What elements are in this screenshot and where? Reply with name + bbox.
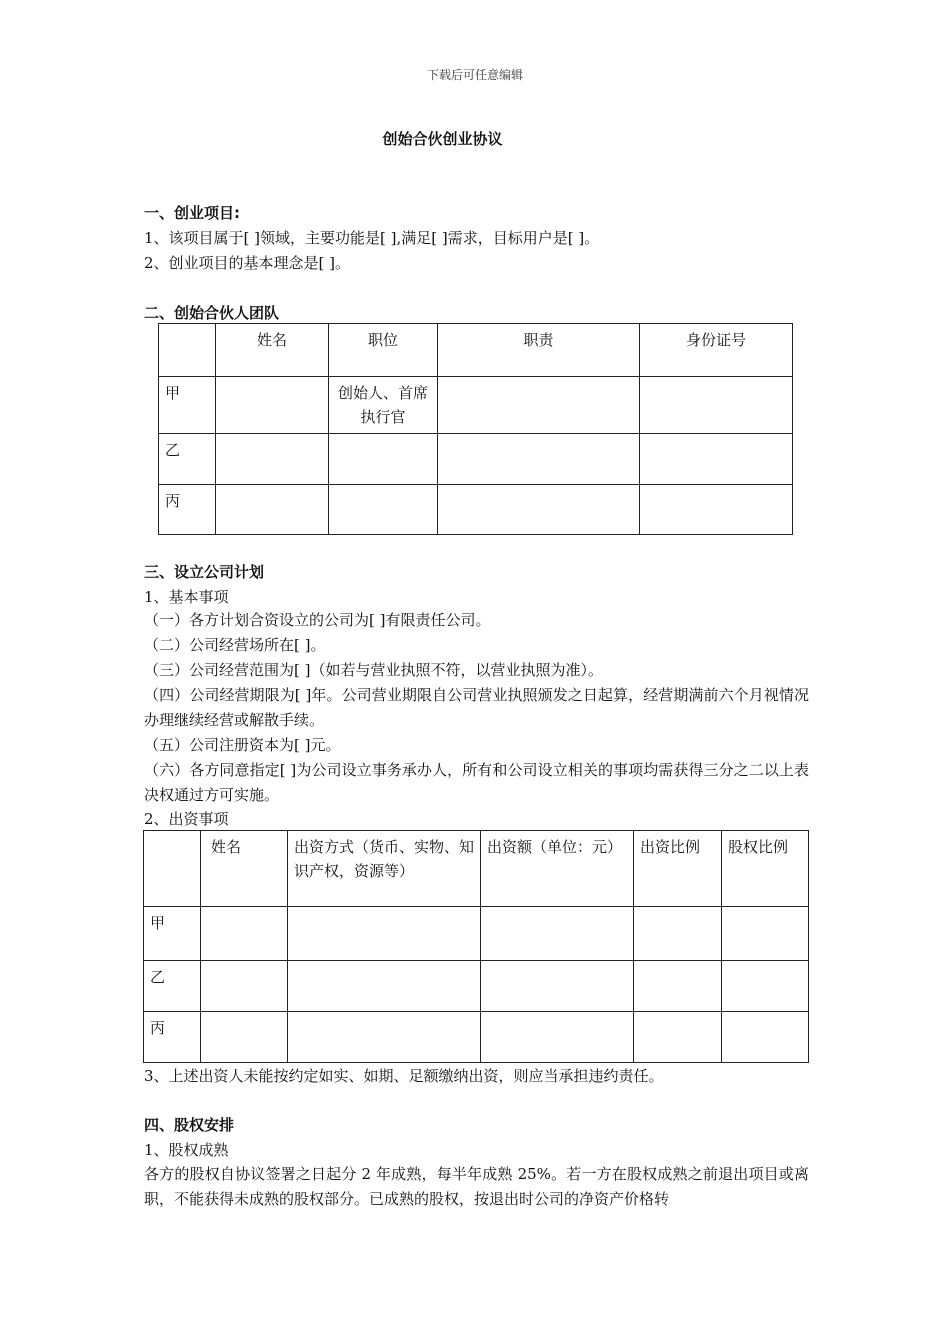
table-cell [288, 907, 481, 961]
section1-heading: 一、创业项目: [144, 204, 240, 222]
table-cell [216, 485, 329, 535]
row-label: 丙 [144, 1012, 201, 1063]
section1-line1: 1、该项目属于[ ]领域，主要功能是[ ],满足[ ]需求，目标用户是[ ]。 [144, 229, 600, 247]
table-cell [481, 961, 634, 1012]
list-item: （三）公司经营范围为[ ]（如若与营业执照不符，以营业执照为准）。 [144, 661, 603, 679]
section3-items [144, 608, 809, 808]
table-cell [288, 961, 481, 1012]
table-cell [722, 1012, 809, 1063]
table-cell [640, 485, 793, 535]
table-cell [634, 1012, 722, 1063]
table-row [144, 961, 809, 1012]
table-header-cell [144, 831, 201, 907]
table-cell [438, 377, 640, 434]
table-cell [481, 907, 634, 961]
position-cell: 创始人、首席执行官 [329, 377, 438, 434]
table-cell [640, 434, 793, 485]
table-cell [481, 1012, 634, 1063]
table-cell [634, 961, 722, 1012]
table-cell [216, 434, 329, 485]
table-cell [288, 1012, 481, 1063]
table-cell [438, 485, 640, 535]
table-cell [722, 961, 809, 1012]
list-item: （二）公司经营场所在[ ]。 [144, 636, 326, 654]
table-header-cell: 职责 [438, 324, 640, 377]
section4-paragraph: 各方的股权自协议签署之日起分 2 年成熟，每半年成熟 25%。若一方在股权成熟之前退出项目或离职，不能获得未成熟的股权部分。已成熟的股权，按退出时公司的净资产价格转 [144, 1165, 809, 1208]
position-cell [329, 434, 438, 485]
table-row [144, 907, 809, 961]
row-label: 乙 [144, 961, 201, 1012]
section3-note: 3、上述出资人未能按约定如实、如期、足额缴纳出资，则应当承担违约责任。 [144, 1067, 664, 1085]
table-row [159, 377, 793, 434]
section2-heading: 二、创始合伙人团队 [144, 304, 280, 322]
section4-heading: 四、股权安排 [144, 1116, 235, 1134]
row-label: 丙 [159, 485, 216, 535]
table-header-row [159, 324, 793, 377]
table-header-cell: 出资比例 [634, 831, 722, 907]
list-item: （六）各方同意指定[ ]为公司设立事务承办人，所有和公司设立相关的事项均需获得三分之二以上表决权通过方可实施。 [144, 761, 809, 804]
table-row [159, 485, 793, 535]
section1-line2: 2、创业项目的基本理念是[ ]。 [144, 254, 351, 272]
section3-heading: 三、设立公司计划 [144, 563, 265, 581]
table-cell [640, 377, 793, 434]
table-cell [722, 907, 809, 961]
table-header-cell: 姓名 [201, 831, 288, 907]
table-header-cell: 出资方式（货币、实物、知识产权，资源等） [288, 831, 481, 907]
table-cell [201, 1012, 288, 1063]
row-label: 乙 [159, 434, 216, 485]
row-label: 甲 [144, 907, 201, 961]
founder-team-table [158, 323, 793, 535]
section3-sub2: 2、出资事项 [144, 810, 229, 828]
list-item: （四）公司经营期限为[ ]年。公司营业期限自公司营业执照颁发之日起算，经营期满前六个月视情况办理继续经营或解散手续。 [144, 686, 809, 729]
document-title: 创始合伙创业协议 [382, 130, 503, 148]
table-cell [438, 434, 640, 485]
header-note: 下载后可任意编辑 [426, 68, 523, 82]
table-header-cell: 身份证号 [640, 324, 793, 377]
position-cell [329, 485, 438, 535]
table-row [159, 434, 793, 485]
table-header-cell: 股权比例 [722, 831, 809, 907]
table-cell [216, 377, 329, 434]
table-cell [634, 907, 722, 961]
capital-contribution-table [143, 830, 809, 1063]
table-cell [201, 961, 288, 1012]
list-item: （一）各方计划合资设立的公司为[ ]有限责任公司。 [144, 611, 491, 629]
table-header-cell: 出资额（单位：元） [481, 831, 634, 907]
section3-sub1: 1、基本事项 [144, 588, 229, 606]
table-header-row [144, 831, 809, 907]
row-label: 甲 [159, 377, 216, 434]
list-item: （五）公司注册资本为[ ]元。 [144, 736, 341, 754]
table-header-cell: 职位 [329, 324, 438, 377]
table-header-cell [159, 324, 216, 377]
table-cell [201, 907, 288, 961]
section4-sub1: 1、股权成熟 [144, 1141, 229, 1159]
table-row [144, 1012, 809, 1063]
table-header-cell: 姓名 [216, 324, 329, 377]
